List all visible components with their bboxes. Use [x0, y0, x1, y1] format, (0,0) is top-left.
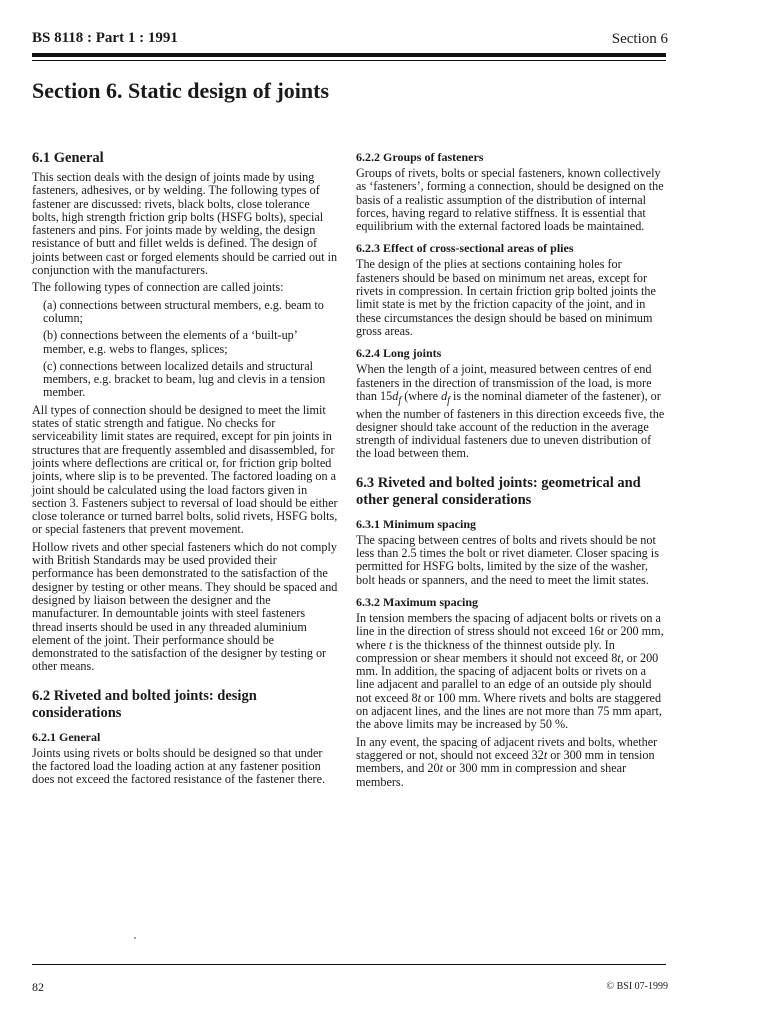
paragraph-6-3-2-any-event: In any event, the spacing of adjacent rivets and bolts, whether staggered or not, should not exceed 32t or 300 mm in tension members, and 20t or 300 mm in compression and shear members.	[356, 734, 658, 789]
footer-rule	[32, 964, 666, 965]
paragraph-6-1-joints: The following types of connection are called joints:	[32, 280, 284, 295]
heading-6-2-2: 6.2.2 Groups of fasteners	[356, 150, 484, 164]
heading-6-2: 6.2 Riveted and bolted joints: design considerations	[32, 687, 257, 721]
header-rule-thick	[32, 53, 666, 57]
running-header-section: Section 6	[611, 31, 668, 47]
heading-6-3: 6.3 Riveted and bolted joints: geometrical and other general considerations	[356, 474, 641, 508]
header-rule-thin	[32, 60, 666, 61]
list-item-b: (b) connections between the elements of a ‘built-up’ member, e.g. webs to flanges, splices;	[43, 328, 297, 356]
heading-6-3-1: 6.3.1 Minimum spacing	[356, 516, 477, 531]
heading-6-2-1: 6.2.1 General	[32, 729, 101, 744]
paragraph-6-2-4: When the length of a joint, measured between centres of end fasteners in the direction of transmission of the load, is more than $15d_f$ (where $d_f$ is the nominal diameter of the fastener), or when the number of fasteners in this direction exceeds five, the designer should take account of the reduction in the average strength of individual fasteners due to uneven distribution of the load between them.	[356, 362, 665, 461]
copyright-notice: © BSI 07-1999	[606, 981, 668, 992]
paragraph-6-2-1: Joints using rivets or bolts should be designed so that under the factored load the loading action at any fastener position does not exceed the factored resistance of the fastener there.	[32, 745, 326, 787]
right-column	[356, 150, 666, 793]
paragraph-6-3-1: The spacing between centres of bolts and rivets should be not less than 2.5 times the bolt or rivet diameter. Closer spacing is permitted for HSFG bolts, limited by the size of the washer, bolt heads or spanners, and the need to meet the limit states.	[356, 532, 659, 587]
list-item-c: (c) connections between localized details and structural members, e.g. bracket to beam, lug and clevis in a tension member.	[43, 358, 326, 400]
paragraph-6-3-2-spacing: In tension members the spacing of adjacent bolts or rivets on a line in the direction of stress should not exceed 16t or 200 mm, where t is the thickness of the thinnest outside ply. In compression or shear members it should not exceed 8t, or 200 mm. In addition, the spacing of adjacent bolts or rivets on a line adjacent and parallel to an edge of an outside ply should not exceed 8t or 100 mm. Where rivets and bolts are staggered on adjacent lines, and the lines are not more than 75 mm apart, the above limits may be increased by 50 %.	[356, 610, 664, 732]
list-item-a: (a) connections between structural members, e.g. beam to column;	[43, 297, 324, 325]
heading-6-2-4: 6.2.4 Long joints	[356, 346, 442, 361]
page-number: 82	[32, 980, 44, 994]
paragraph-6-1-limit-states: All types of connection should be designed to meet the limit states of static strength and fatigue. No checks for serviceability limit states are required, except for pin joints in structures that are frequently assembled and disassembled, for joints where deflections are critical or, for friction grip bolted joints, where slip is to be prevented. The factored loading on a joint should be calculated using the load factors given in section 3. Fasteners subject to reversal of load should be either close tolerance or turned barrel bolts, solid rivets, HSFG bolts, or special fasteners that prevent movement.	[32, 402, 338, 537]
paragraph-6-2-3: The design of the plies at sections containing holes for fasteners should be based on minimum net areas, except for rivets in compression. In certain friction grip bolted joints the limit state is met by the friction capacity of the joint, and in these circumstances the design should be based on minimum gross areas.	[356, 257, 656, 338]
heading-6-3-2: 6.3.2 Maximum spacing	[356, 594, 479, 609]
paragraph-6-1-hollow-rivets: Hollow rivets and other special fasteners which do not comply with British Standards may be used provided their performance has been demonstrated to the satisfaction of the designer by testing or other means. They should be spaced and designed by liaison between the designer and the manufacturer. In demountable joints with steel fasteners thread inserts should be used in any threaded aluminium element of the joint. Their performance should be demonstrated to the satisfaction of the designer by testing or other means.	[32, 539, 338, 674]
paragraph-6-2-2: Groups of rivets, bolts or special fasteners, known collectively as ‘fasteners’, forming a connection, should be designed on the basis of a realistic assumption of the distribution of internal forces, having regard to relative stiffness. It is essential that equilibrium with the external factored loads be maintained.	[356, 166, 664, 234]
left-column	[32, 150, 338, 791]
paragraph-6-1-intro: This section deals with the design of joints made by using fasteners, adhesives, or by welding. The following types of fastener are discussed: rivets, black bolts, close tolerance bolts, high strength friction grip bolts (HSFG bolts), special fasteners and pins. For joints made by welding, the design resistance of butt and fillet welds is defined. The design of joints between cast or forged elements should be carried out in conjunction with the manufacturers.	[32, 170, 338, 278]
page-title: Section 6. Static design of joints	[32, 78, 329, 103]
heading-6-1: 6.1 General	[32, 150, 104, 166]
heading-6-2-3: 6.2.3 Effect of cross-sectional areas of plies	[356, 241, 574, 256]
stray-mark	[134, 937, 136, 939]
running-header-standard: BS 8118 : Part 1 : 1991	[32, 30, 178, 46]
